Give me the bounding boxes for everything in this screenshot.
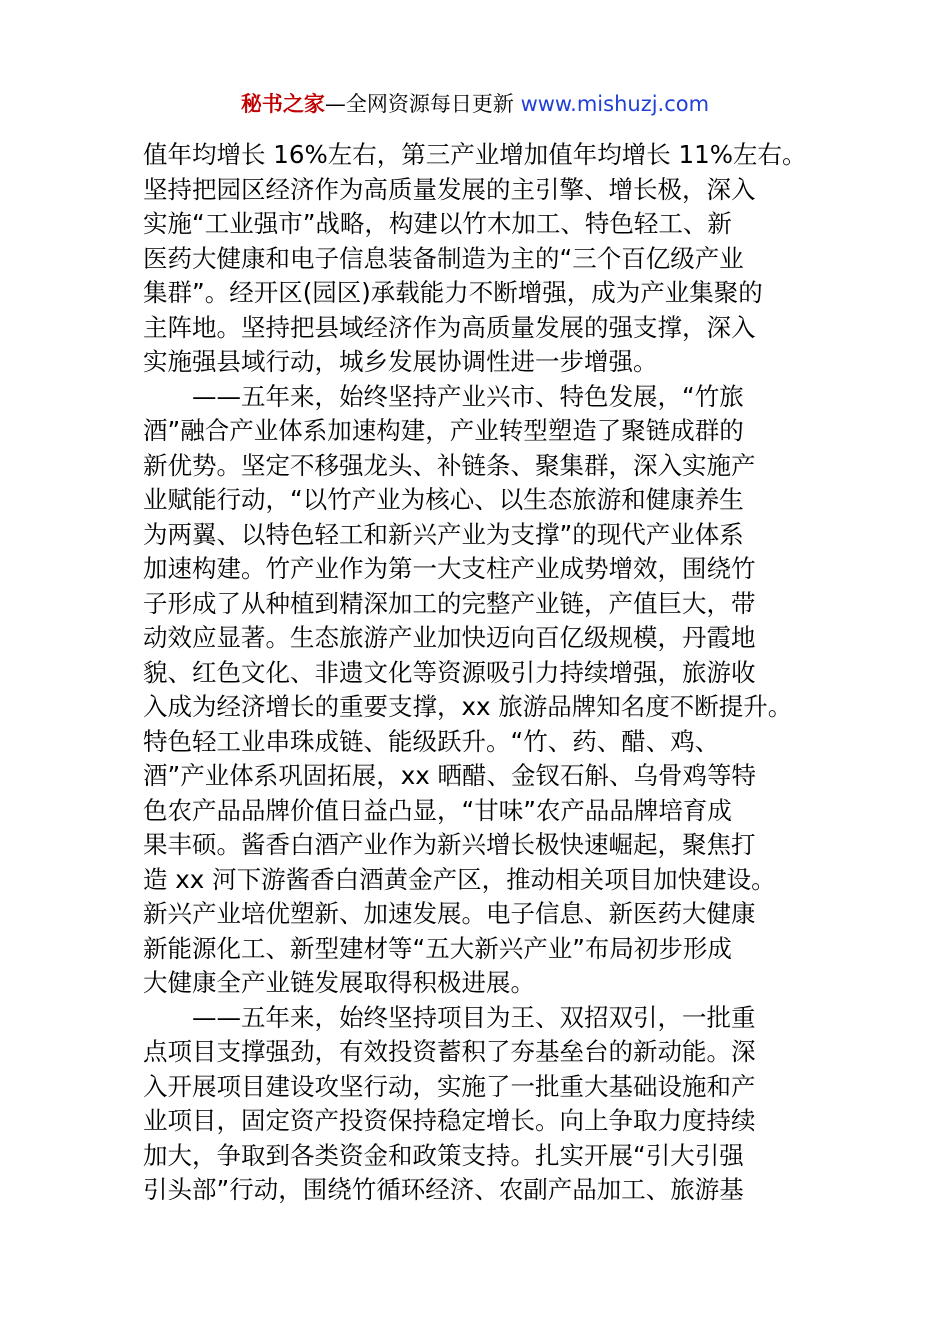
text-line: 酒”产业体系巩固拓展，xx 晒醋、金钗石斛、乌骨鸡等特 — [143, 761, 756, 790]
text-line: 果丰硕。酱香白酒产业作为新兴增长极快速崛起，聚焦打 — [143, 830, 756, 859]
site-tagline: —全网资源每日更新 — [324, 92, 521, 116]
text-line: 造 xx 河下游酱香白酒黄金产区，推动相关项目加快建设。 — [143, 864, 776, 894]
document-body — [143, 138, 815, 1208]
paragraph-start-line: ——五年来，始终坚持项目为王、双招双引，一批重 — [192, 1002, 756, 1032]
text-line: 色农产品品牌价值日益凸显，“甘味”农产品品牌培育成 — [143, 795, 732, 825]
text-line: 实施强县域行动，城乡发展协调性进一步增强。 — [143, 347, 658, 376]
text-line: 入开展项目建设攻坚行动，实施了一批重大基础设施和产 — [143, 1071, 756, 1101]
paragraph-start-line: ——五年来，始终坚持产业兴市、特色发展，“竹旅 — [192, 381, 744, 411]
text-line: 业赋能行动，“以竹产业为核心、以生态旅游和健康养生 — [143, 485, 744, 514]
text-line: 业项目，固定资产投资保持稳定增长。向上争取力度持续 — [143, 1106, 756, 1135]
text-line: 特色轻工业串珠成链、能级跃升。“竹、药、醋、鸡、 — [143, 726, 720, 756]
text-line: 主阵地。坚持把县域经济作为高质量发展的强支撑，深入 — [143, 312, 756, 342]
text-line: 加速构建。竹产业作为第一大支柱产业成势增效，围绕竹 — [143, 554, 756, 583]
text-line: 动效应显著。生态旅游产业加快迈向百亿级规模，丹霞地 — [143, 623, 756, 652]
text-line: 医药大健康和电子信息装备制造为主的“三个百亿级产业 — [143, 243, 744, 273]
text-line: 引头部”行动，围绕竹循环经济、农副产品加工、旅游基 — [143, 1175, 744, 1204]
text-line: 大健康全产业链发展取得积极进展。 — [143, 968, 535, 997]
text-line: 入成为经济增长的重要支撑，xx 旅游品牌知名度不断提升。 — [143, 692, 793, 721]
site-brand: 秘书之家 — [240, 92, 325, 116]
text-line: 貌、红色文化、非遗文化等资源吸引力持续增强，旅游收 — [143, 657, 756, 687]
text-line: 实施“工业强市”战略，构建以竹木加工、特色轻工、新 — [143, 209, 732, 238]
text-line: 子形成了从种植到精深加工的完整产业链，产值巨大，带 — [143, 588, 756, 618]
text-line: 坚持把园区经济作为高质量发展的主引擎、增长极，深入 — [143, 174, 756, 204]
text-line: 值年均增长 16%左右，第三产业增加值年均增长 11%左右。 — [143, 140, 807, 169]
text-line: 加大，争取到各类资金和政策支持。扎实开展“引大引强 — [143, 1140, 744, 1170]
text-line: 点项目支撑强劲，有效投资蓄积了夯基垒台的新动能。深 — [143, 1037, 756, 1066]
text-line: 新能源化工、新型建材等“五大新兴产业”布局初步形成 — [143, 933, 732, 963]
site-url-link[interactable]: www.mishuzj.com — [520, 92, 710, 116]
text-line: 新兴产业培优塑新、加速发展。电子信息、新医药大健康 — [143, 899, 756, 928]
text-line: 新优势。坚定不移强龙头、补链条、聚集群，深入实施产 — [143, 450, 756, 480]
site-header — [0, 86, 950, 122]
text-line: 集群”。经开区(园区)承载能力不断增强，成为产业集聚的 — [143, 278, 763, 307]
text-line: 为两翼、以特色轻工和新兴产业为支撑”的现代产业体系 — [143, 519, 744, 549]
text-line: 酒”融合产业体系加速构建，产业转型塑造了聚链成群的 — [143, 416, 744, 445]
